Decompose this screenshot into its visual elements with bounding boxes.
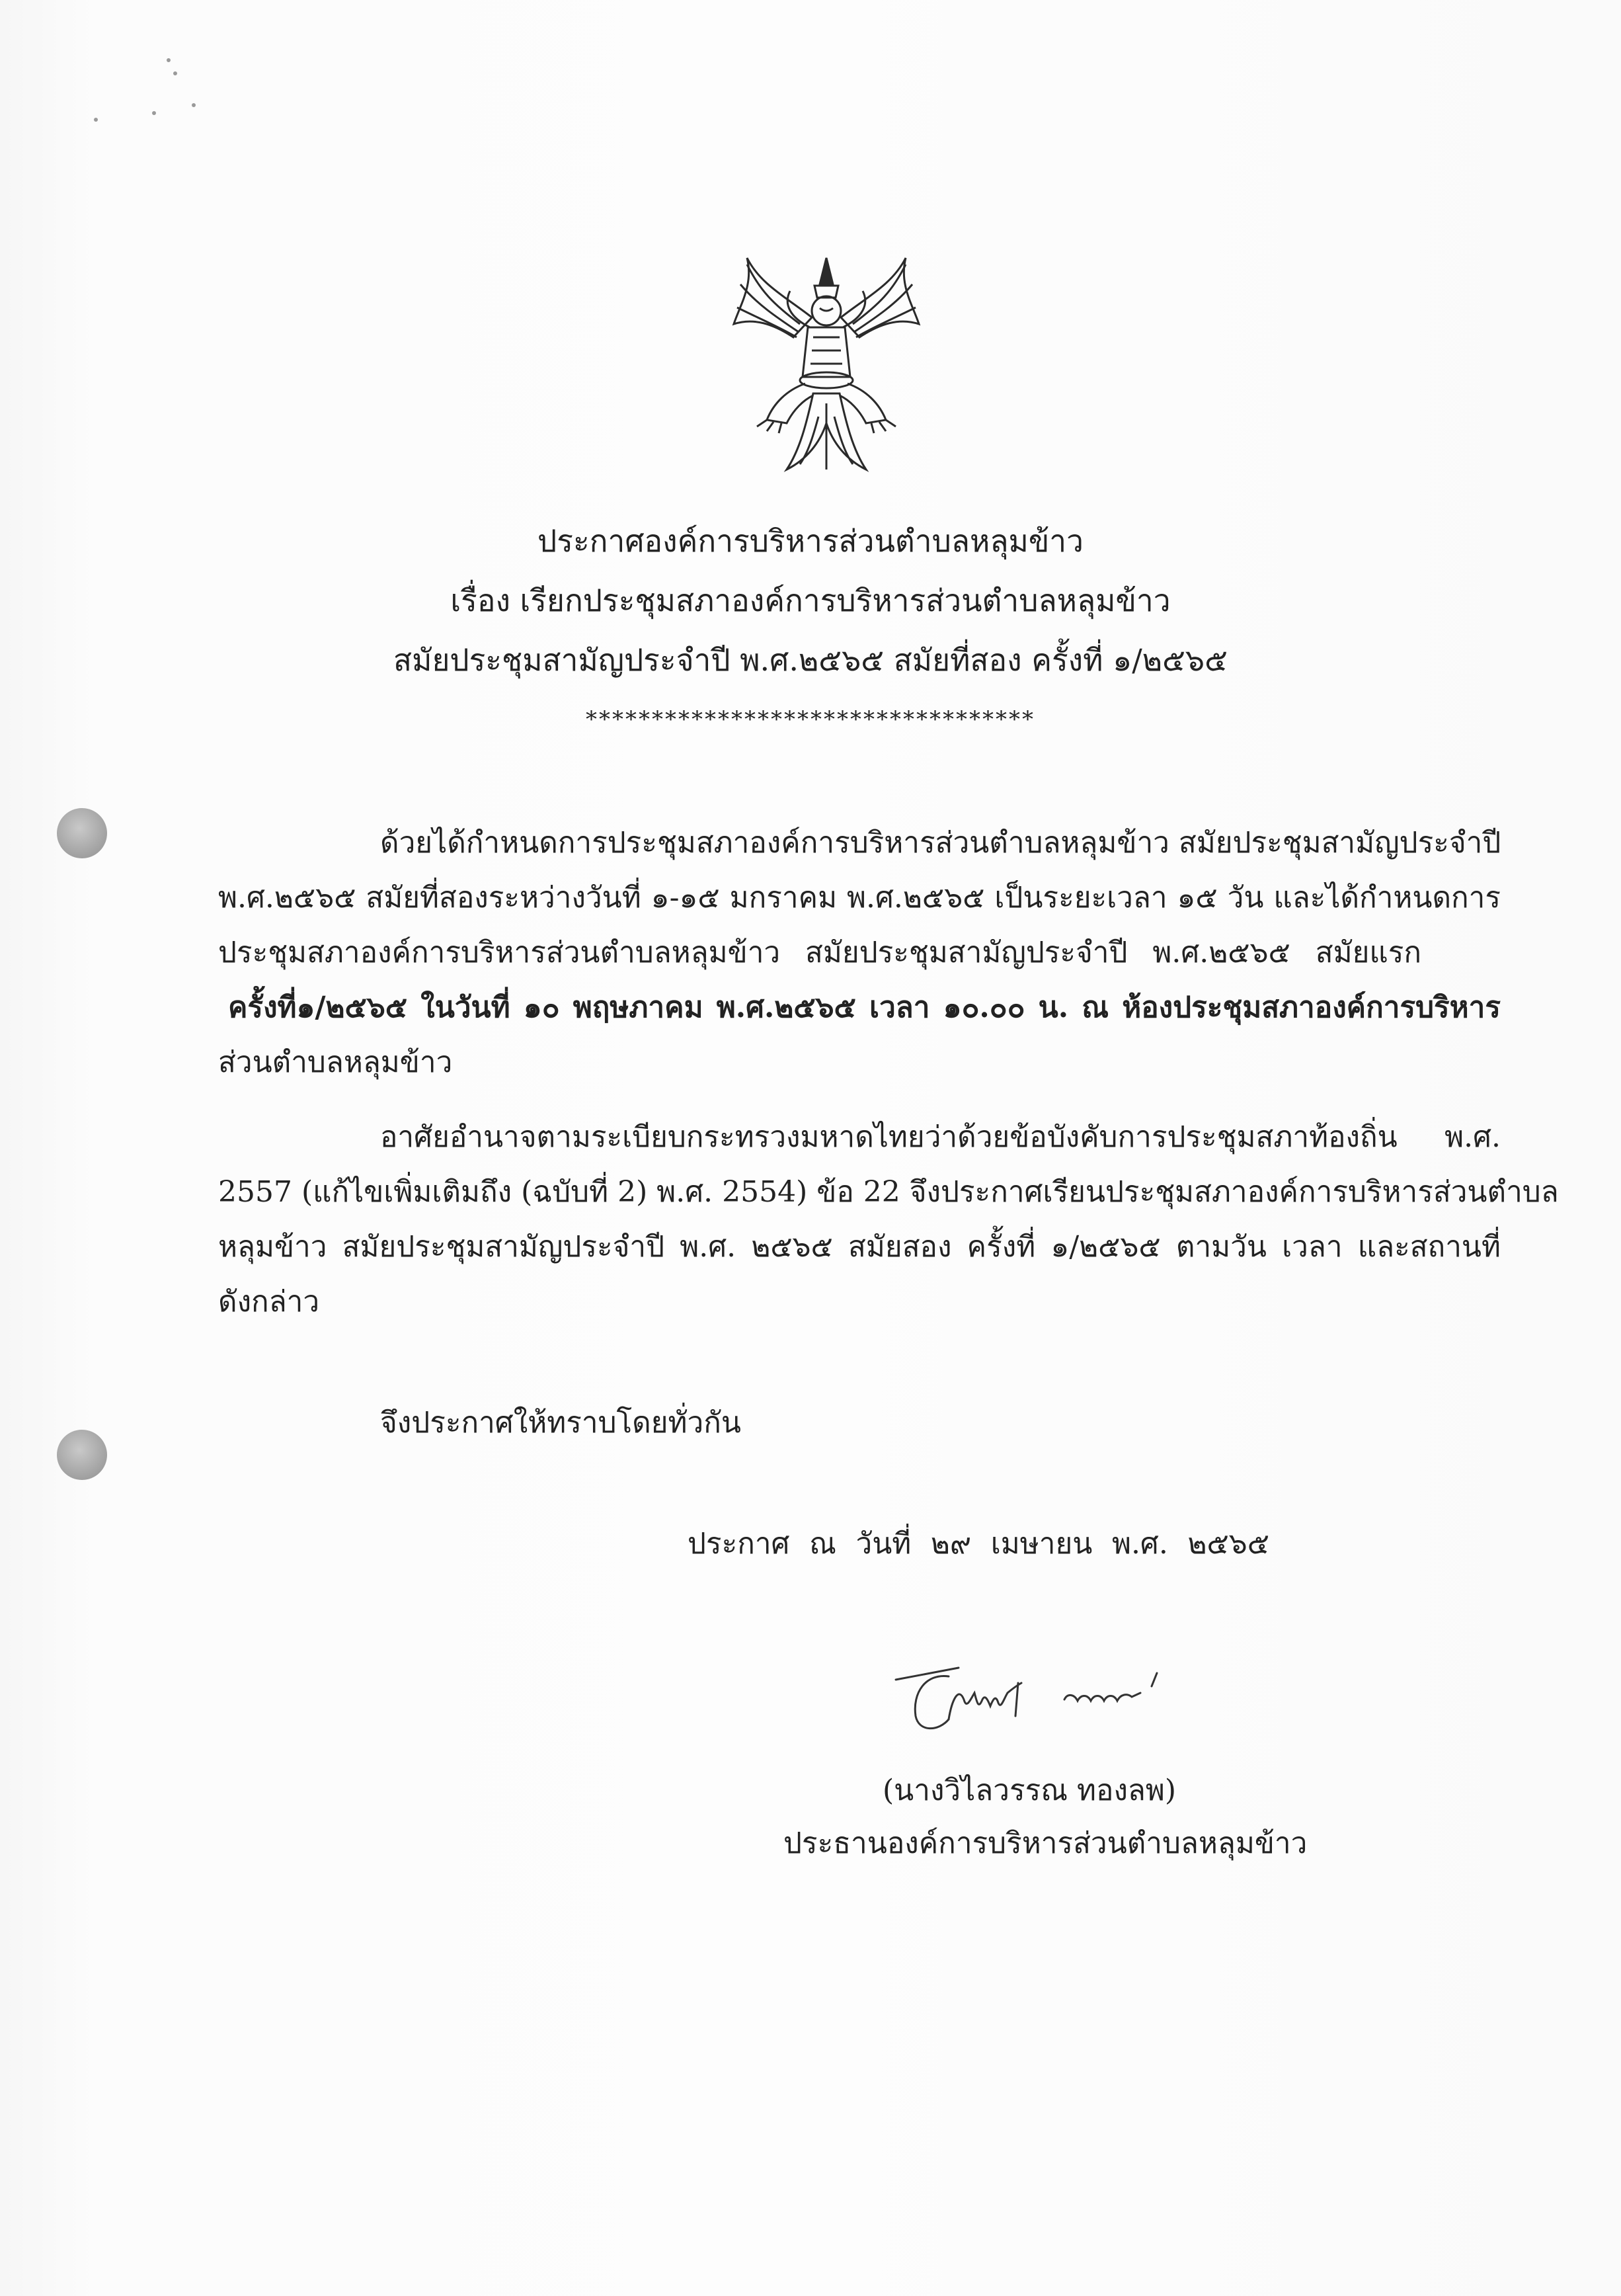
signatory-name: (นางวิไลวรรณ ทองลพ) bbox=[883, 1774, 1177, 1807]
paragraph-1-line-2: พ.ศ.๒๕๖๕ สมัยที่สองระหว่างวันที่ ๑-๑๕ มกราคม พ.ศ.๒๕๖๕ เป็นระยะเวลา ๑๕ วัน และได้กำหนดการ bbox=[218, 881, 1501, 915]
paragraph-1-line-1: ด้วยได้กำหนดการประชุมสภาองค์การบริหารส่วนตำบลหลุมข้าว สมัยประชุมสามัญประจำปี bbox=[380, 826, 1501, 860]
paper-speck bbox=[94, 118, 98, 122]
notice-title: ประกาศองค์การบริหารส่วนตำบลหลุมข้าว bbox=[537, 523, 1084, 559]
paper-speck bbox=[173, 71, 177, 75]
notice-subject: เรื่อง เรียกประชุมสภาองค์การบริหารส่วนตำบลหลุมข้าว bbox=[450, 583, 1171, 618]
announcement-date: ประกาศ ณ วันที่ ๒๙ เมษายน พ.ศ. ๒๕๖๕ bbox=[688, 1527, 1269, 1561]
notice-session: สมัยประชุมสามัญประจำปี พ.ศ.๒๕๖๕ สมัยที่สอง ครั้งที่ ๑/๒๕๖๕ bbox=[393, 642, 1228, 678]
paragraph-1-line-3: ประชุมสภาองค์การบริหารส่วนตำบลหลุมข้าว สมัยประชุมสามัญประจำปี พ.ศ.๒๕๖๕ สมัยแรก bbox=[218, 936, 1421, 969]
paragraph-2-line-4: ดังกล่าว bbox=[218, 1285, 320, 1319]
paper-speck bbox=[167, 58, 171, 62]
signatory-position: ประธานองค์การบริหารส่วนตำบลหลุมข้าว bbox=[783, 1826, 1308, 1860]
garuda-emblem-icon bbox=[727, 245, 926, 483]
closing-statement: จึงประกาศให้ทราบโดยทั่วกัน bbox=[380, 1406, 741, 1440]
punch-hole-top bbox=[57, 808, 107, 858]
header-divider: ********************************** bbox=[586, 706, 1035, 733]
paragraph-1-line-5: ส่วนตำบลหลุมข้าว bbox=[218, 1046, 453, 1079]
paragraph-2-line-3: หลุมข้าว สมัยประชุมสามัญประจำปี พ.ศ. ๒๕๖๕ สมัยสอง ครั้งที่ ๑/๒๕๖๕ ตามวัน เวลา และสถานที่ bbox=[218, 1230, 1501, 1264]
handwritten-signature bbox=[886, 1653, 1230, 1759]
paper-speck bbox=[152, 111, 156, 115]
paragraph-1-line-4: ครั้งที่๑/๒๕๖๕ ในวันที่ ๑๐ พฤษภาคม พ.ศ.๒๕๖๕ เวลา ๑๐.๐๐ น. ณ ห้องประชุมสภาองค์การบริหาร bbox=[228, 991, 1501, 1024]
paper-speck bbox=[192, 103, 196, 107]
paragraph-2-line-2: 2557 (แก้ไขเพิ่มเติมถึง (ฉบับที่ 2) พ.ศ. 2554) ข้อ 22 จึงประกาศเรียนประชุมสภาองค์การบริหารส่วนตำบล bbox=[218, 1175, 1559, 1209]
punch-hole-bottom bbox=[57, 1430, 107, 1480]
paragraph-2-line-1: อาศัยอำนาจตามระเบียบกระทรวงมหาดไทยว่าด้วยข้อบังคับการประชุมสภาท้องถิ่น พ.ศ. bbox=[380, 1120, 1501, 1154]
